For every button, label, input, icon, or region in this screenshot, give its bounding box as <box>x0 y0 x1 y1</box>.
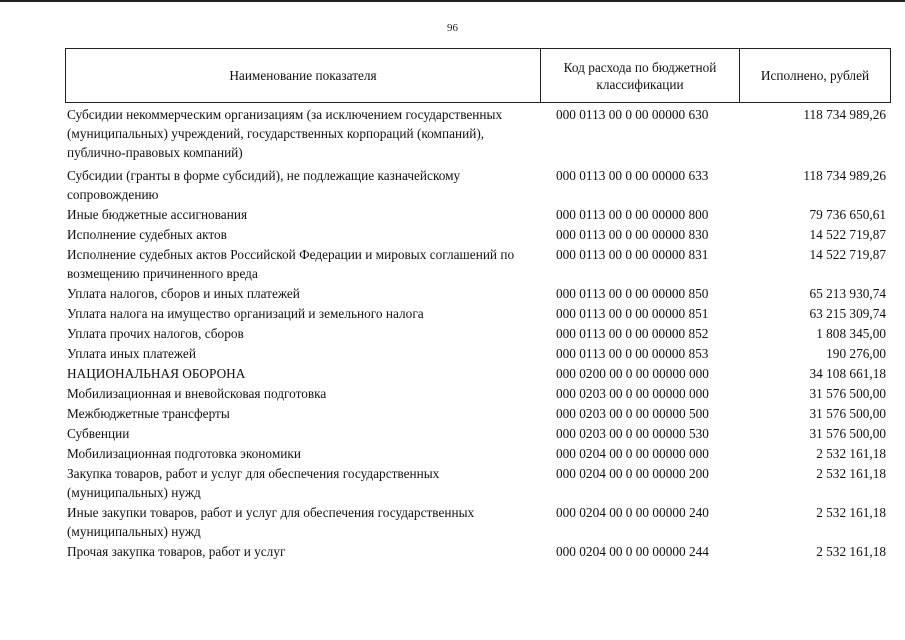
table-row <box>67 344 889 363</box>
row-name: Иные закупки товаров, работ и услуг для обеспечения государственных (муниципальных) нужд <box>67 505 475 539</box>
row-amount: 2 532 161,18 <box>816 505 886 520</box>
row-code: 000 0113 00 0 00 00000 633 <box>556 168 709 183</box>
row-amount: 63 215 309,74 <box>809 306 886 321</box>
row-amount: 2 532 161,18 <box>816 544 886 559</box>
row-name: Прочая закупка товаров, работ и услуг <box>67 544 286 559</box>
table-row <box>67 166 889 204</box>
table-row <box>67 105 889 162</box>
row-name: Закупка товаров, работ и услуг для обеспечения государственных (муниципальных) нужд <box>67 466 440 500</box>
row-code: 000 0113 00 0 00 00000 852 <box>556 326 709 341</box>
row-name: Субвенции <box>67 426 130 441</box>
page-number: 96 <box>447 22 458 34</box>
row-amount: 14 522 719,87 <box>809 247 886 262</box>
table-row <box>67 284 889 303</box>
row-amount: 118 734 989,26 <box>803 168 886 183</box>
row-amount: 2 532 161,18 <box>816 446 886 461</box>
table-row <box>67 324 889 343</box>
table-row <box>67 444 889 463</box>
row-name: Исполнение судебных актов Российской Федерации и мировых соглашений по возмещению причиненного вреда <box>67 247 515 281</box>
table-row <box>67 542 889 561</box>
row-amount: 14 522 719,87 <box>809 227 886 242</box>
row-name: Мобилизационная и вневойсковая подготовка <box>67 386 327 401</box>
table-row <box>67 424 889 443</box>
row-amount: 79 736 650,61 <box>809 207 886 222</box>
row-name: Уплата налога на имущество организаций и земельного налога <box>67 306 424 321</box>
row-amount: 31 576 500,00 <box>809 406 886 421</box>
header-code: Код расхода по бюджетной классификации <box>541 49 740 102</box>
header-amount: Исполнено, рублей <box>760 68 870 83</box>
row-name: Исполнение судебных актов <box>67 227 227 242</box>
row-amount: 118 734 989,26 <box>803 107 886 122</box>
table-row <box>67 364 889 383</box>
row-code: 000 0113 00 0 00 00000 800 <box>556 207 709 222</box>
row-code: 000 0113 00 0 00 00000 850 <box>556 286 709 301</box>
row-code: 000 0113 00 0 00 00000 630 <box>556 107 709 122</box>
header-name: Наименование показателя <box>66 49 541 102</box>
row-code: 000 0204 00 0 00 00000 244 <box>556 544 709 559</box>
row-amount: 34 108 661,18 <box>809 366 886 381</box>
row-amount: 65 213 930,74 <box>809 286 886 301</box>
table-row <box>67 205 889 224</box>
table-row <box>67 503 889 541</box>
row-code: 000 0204 00 0 00 00000 240 <box>556 505 709 520</box>
row-code: 000 0203 00 0 00 00000 530 <box>556 426 709 441</box>
row-code: 000 0113 00 0 00 00000 851 <box>556 306 709 321</box>
table-row <box>67 304 889 323</box>
table-header <box>65 48 891 103</box>
row-name: Иные бюджетные ассигнования <box>67 207 248 222</box>
row-name: Уплата иных платежей <box>67 346 196 361</box>
row-name: Уплата прочих налогов, сборов <box>67 326 244 341</box>
row-code: 000 0113 00 0 00 00000 853 <box>556 346 709 361</box>
table-row <box>67 245 889 283</box>
row-amount: 2 532 161,18 <box>816 466 886 481</box>
row-code: 000 0113 00 0 00 00000 831 <box>556 247 709 262</box>
top-rule <box>0 0 905 2</box>
row-amount: 31 576 500,00 <box>809 386 886 401</box>
row-amount: 190 276,00 <box>826 346 886 361</box>
table-body <box>67 105 889 562</box>
table-row <box>67 384 889 403</box>
row-name: НАЦИОНАЛЬНАЯ ОБОРОНА <box>67 366 246 381</box>
row-code: 000 0203 00 0 00 00000 000 <box>556 386 709 401</box>
table-row <box>67 225 889 244</box>
table-row <box>67 404 889 423</box>
table-row <box>67 464 889 502</box>
row-name: Межбюджетные трансферты <box>67 406 230 421</box>
row-code: 000 0113 00 0 00 00000 830 <box>556 227 709 242</box>
row-name: Уплата налогов, сборов и иных платежей <box>67 286 300 301</box>
row-code: 000 0200 00 0 00 00000 000 <box>556 366 709 381</box>
row-amount: 1 808 345,00 <box>816 326 886 341</box>
row-code: 000 0204 00 0 00 00000 000 <box>556 446 709 461</box>
row-name: Мобилизационная подготовка экономики <box>67 446 301 461</box>
row-name: Субсидии (гранты в форме субсидий), не подлежащие казначейскому сопровождению <box>67 168 461 202</box>
row-code: 000 0204 00 0 00 00000 200 <box>556 466 709 481</box>
row-name: Субсидии некоммерческим организациям (за исключением государственных (муниципальных) учреждений, государственных корпораций (компаний), публично-правовых компаний) <box>67 107 503 160</box>
row-amount: 31 576 500,00 <box>809 426 886 441</box>
row-code: 000 0203 00 0 00 00000 500 <box>556 406 709 421</box>
